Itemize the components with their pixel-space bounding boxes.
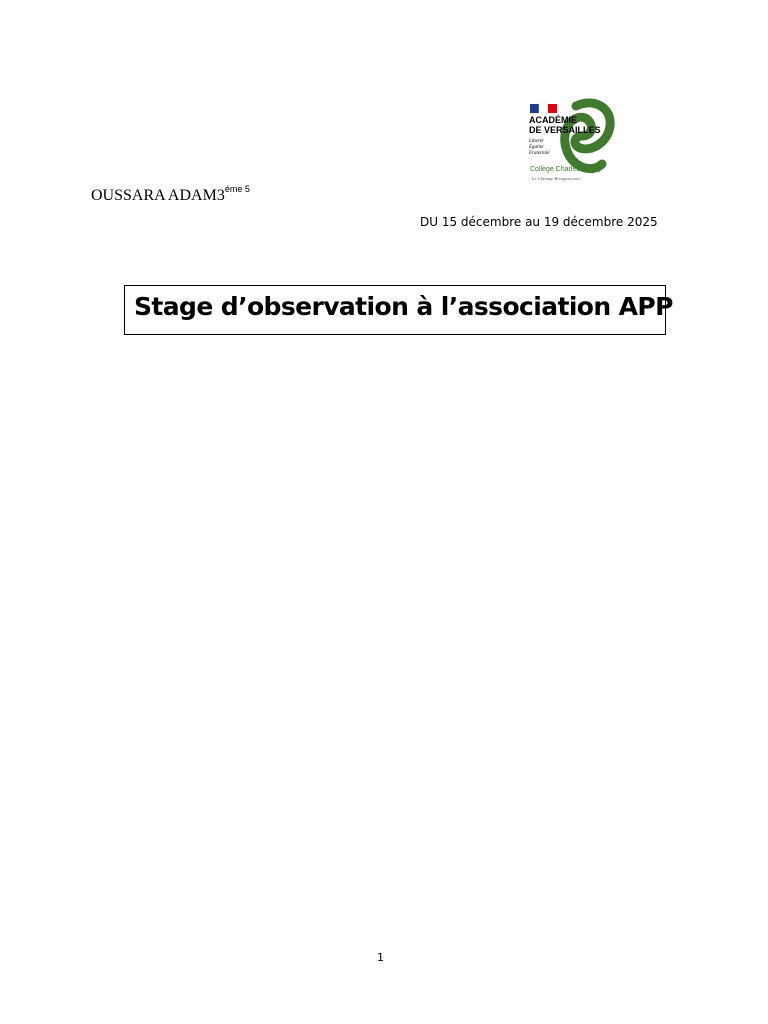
author-line bbox=[91, 184, 250, 205]
title-box bbox=[124, 285, 673, 335]
class-suffix: éme 5 bbox=[224, 184, 250, 194]
class-level: 3 bbox=[216, 187, 225, 204]
logo-line2: DE VERSAILLES bbox=[529, 125, 601, 135]
logo-line1: ACADÉMIE bbox=[529, 115, 578, 125]
logo-motto-2: Égalité bbox=[529, 145, 544, 150]
logo-motto-3: Fraternité bbox=[529, 151, 550, 156]
academie-versailles-logo bbox=[526, 98, 616, 184]
internship-dates: DU 15 décembre au 19 décembre 2025 bbox=[420, 215, 658, 229]
author-name: OUSSARA ADAM bbox=[91, 187, 217, 204]
page-number: 1 bbox=[377, 951, 384, 964]
logo-city: Le Chesnay-Rocquencourt bbox=[532, 176, 580, 181]
logo-school: Collège Charles Péguy bbox=[530, 166, 602, 173]
document-title: Stage d’observation à l’association APP bbox=[134, 292, 673, 321]
logo-motto-1: Liberté bbox=[529, 139, 544, 144]
